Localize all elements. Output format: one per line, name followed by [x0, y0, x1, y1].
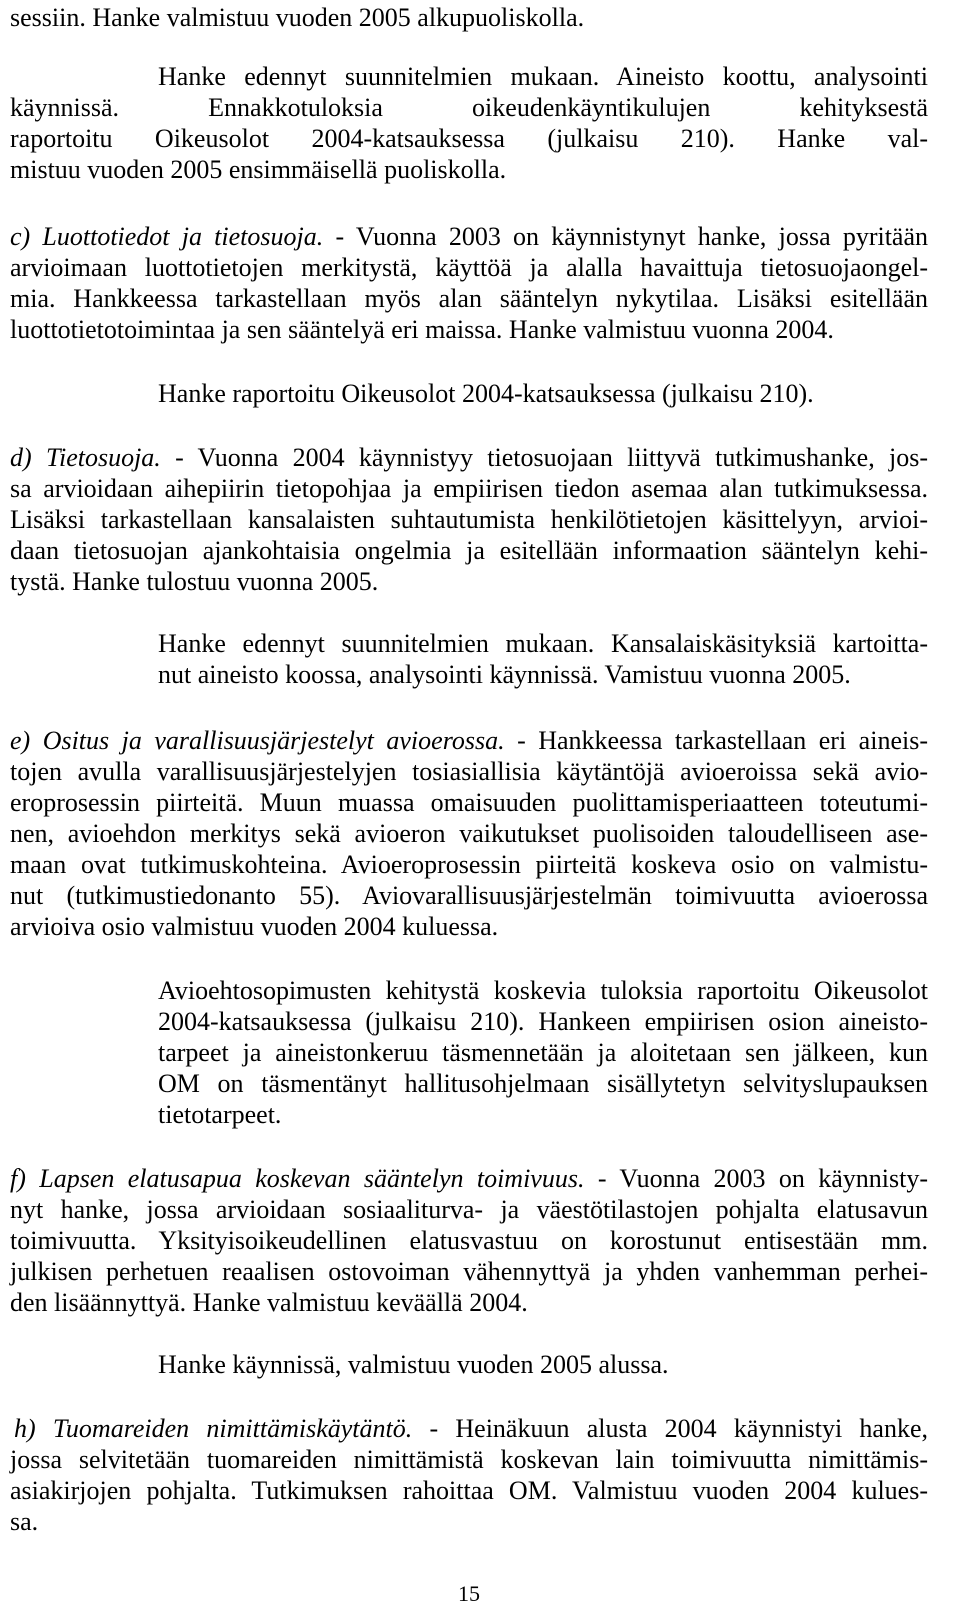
paragraph-status-note — [10, 975, 928, 1130]
text-line: daan tietosuojan ajankohtaisia ongelmia ja esitellään informaation sääntelyn kehi- — [10, 536, 928, 565]
text-line: OM on täsmentänyt hallitusohjelmaan sisällytetyn selvityslupauksen — [158, 1069, 928, 1098]
text-line: luottotietotoimintaa ja sen sääntelyä eri maissa. Hanke valmistuu vuonna 2004. — [10, 315, 834, 344]
text-line: Hanke raportoitu Oikeusolot 2004-katsauksessa (julkaisu 210). — [158, 379, 814, 408]
text-line: tarpeet ja aineistonkeruu täsmennetään ja aloitetaan sen jälkeen, kun — [158, 1038, 928, 1067]
text-line: julkisen perhetuen reaalisen ostovoiman vähennyttyä ja yhden vanhemman perhei- — [10, 1257, 928, 1286]
text-line-rest: - Vuonna 2003 on käynnistynyt hanke, jossa pyritään — [323, 222, 929, 251]
text-line: tojen avulla varallisuusjärjestelyjen tosiasiallisia käytäntöjä avioeroissa sekä avio- — [10, 757, 928, 786]
text-line — [10, 442, 928, 473]
text-line: tystä. Hanke tulostuu vuonna 2005. — [10, 567, 379, 596]
paragraph-section-e — [10, 725, 928, 942]
text-line-rest: - Vuonna 2004 käynnistyy tietosuojaan liittyvä tutkimushanke, jos- — [160, 443, 928, 472]
paragraph-section-d — [10, 442, 928, 597]
text-line-rest: - Hankkeessa tarkastellaan eri aineis- — [504, 726, 928, 755]
text-line: tietotarpeet. — [158, 1100, 282, 1129]
text-line: nyt hanke, jossa arvioidaan sosiaaliturva- ja väestötilastojen pohjalta elatusavun — [10, 1195, 928, 1224]
text-line: mia. Hankkeessa tarkastellaan myös alan sääntelyn nykytilaa. Lisäksi esitellään — [10, 284, 928, 313]
text-line: jossa selvitetään tuomareiden nimittämistä koskevan lain toimivuutta nimittämis- — [10, 1445, 928, 1474]
page-number: 15 — [458, 1581, 480, 1606]
text-line: eroprosessin piirteitä. Muun muassa omaisuuden puolittamisperiaatteen toteutumi- — [10, 788, 928, 817]
text-line: Hanke edennyt suunnitelmien mukaan. Kansalaiskäsityksiä kartoitta- — [158, 629, 928, 658]
text-line: sa arvioidaan aihepiirin tietopohjaa ja empiirisen tiedon asemaa alan tutkimuksessa. — [10, 474, 928, 503]
section-heading: d) Tietosuoja. — [10, 443, 161, 472]
paragraph-section-h — [10, 1413, 928, 1537]
text-line — [10, 1413, 928, 1444]
text-line: sa. — [10, 1507, 39, 1536]
paragraph-section-c — [10, 221, 928, 345]
text-line — [10, 1163, 928, 1194]
text-line: sessiin. Hanke valmistuu vuoden 2005 alkupuoliskolla. — [10, 3, 585, 32]
text-line: toimivuutta. Yksityisoikeudellinen elatusvastuu on korostunut entisestään mm. — [10, 1226, 928, 1255]
section-heading: f) Lapsen elatusapua koskevan sääntelyn toimivuus. — [10, 1164, 585, 1193]
text-line: den lisäännyttyä. Hanke valmistuu keväällä 2004. — [10, 1288, 528, 1317]
text-line: raportoitu Oikeusolot 2004-katsauksessa (julkaisu 210). Hanke val- — [10, 124, 928, 153]
text-line-rest: - Vuonna 2003 on käynnisty- — [584, 1164, 928, 1193]
text-line: käynnissä. Ennakkotuloksia oikeudenkäyntikulujen kehityksestä — [10, 93, 928, 122]
paragraph-section-f — [10, 1163, 928, 1318]
paragraph-status-note — [10, 628, 928, 690]
text-line: maan ovat tutkimuskohteina. Avioeroprosessin piirteitä koskeva osio on valmistu- — [10, 850, 928, 879]
text-line: nen, avioehdon merkitys sekä avioeron vaikutukset puolisoiden taloudelliseen ase- — [10, 819, 928, 848]
text-line: nut (tutkimustiedonanto 55). Aviovarallisuusjärjestelmän toimivuutta avioerossa — [10, 881, 928, 910]
text-line: arvioimaan luottotietojen merkitystä, käyttöä ja alalla havaittuja tietosuojaongel- — [10, 253, 928, 282]
paragraph-status-note — [10, 378, 928, 409]
paragraph-status-note — [10, 1349, 928, 1380]
section-heading: e) Ositus ja varallisuusjärjestelyt avioerossa. — [10, 726, 505, 755]
section-heading: h) Tuomareiden nimittämiskäytäntö. — [14, 1414, 413, 1443]
body-text — [10, 2, 928, 1537]
text-line — [10, 725, 928, 756]
text-line: arvioiva osio valmistuu vuoden 2004 kuluessa. — [10, 912, 499, 941]
text-line: Lisäksi tarkastellaan kansalaisten suhtautumista henkilötietojen käsittelyyn, arvioi- — [10, 505, 928, 534]
text-line: nut aineisto koossa, analysointi käynnissä. Vamistuu vuonna 2005. — [158, 660, 851, 689]
text-line: Hanke käynnissä, valmistuu vuoden 2005 alussa. — [158, 1350, 669, 1379]
text-line: Hanke edennyt suunnitelmien mukaan. Aineisto koottu, analysointi — [158, 62, 928, 91]
text-line: asiakirjojen pohjalta. Tutkimuksen rahoittaa OM. Valmistuu vuoden 2004 kulues- — [10, 1476, 928, 1505]
paragraph-status-note — [10, 61, 928, 185]
section-heading: c) Luottotiedot ja tietosuoja. — [10, 222, 324, 251]
text-line: Avioehtosopimusten kehitystä koskevia tuloksia raportoitu Oikeusolot — [158, 976, 928, 1005]
text-line — [10, 221, 928, 252]
text-line-rest: - Heinäkuun alusta 2004 käynnistyi hanke, — [412, 1414, 929, 1443]
text-line: mistuu vuoden 2005 ensimmäisellä puoliskolla. — [10, 155, 507, 184]
paragraph-continuation — [10, 2, 928, 33]
text-line: 2004-katsauksessa (julkaisu 210). Hankeen empiirisen osion aineisto- — [158, 1007, 928, 1036]
